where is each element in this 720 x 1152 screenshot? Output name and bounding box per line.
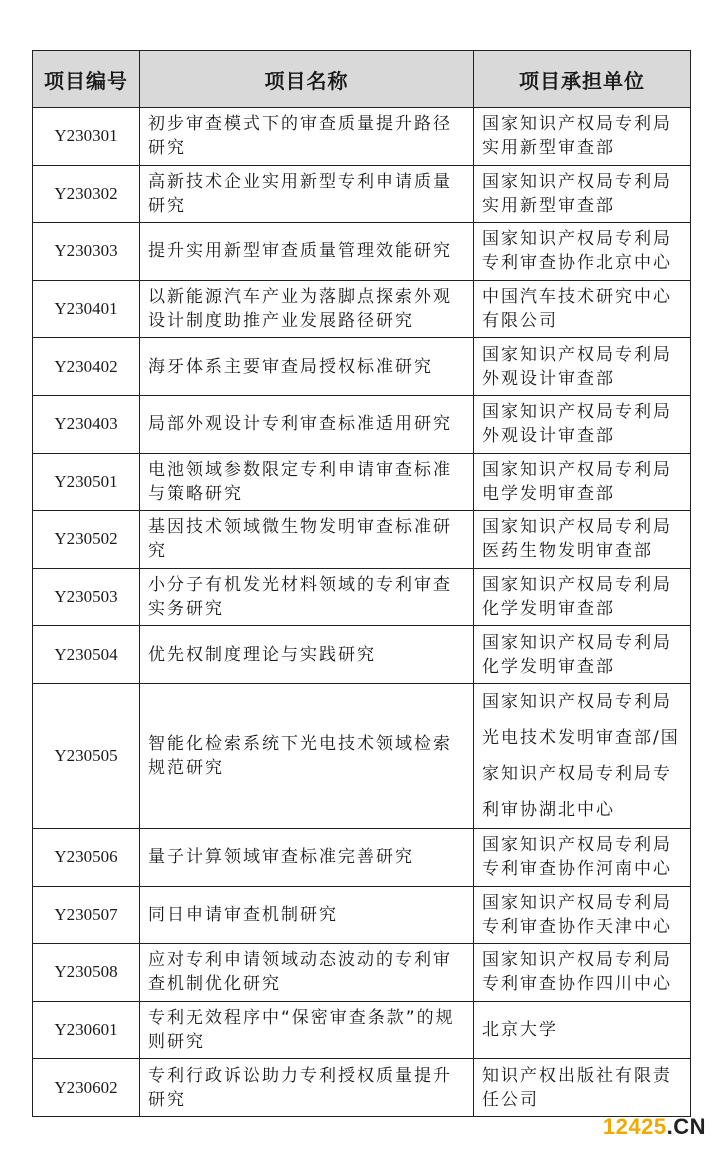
table-row bbox=[33, 828, 691, 886]
header-code: 项目编号 bbox=[33, 51, 140, 108]
project-code: Y230507 bbox=[33, 886, 140, 944]
project-code: Y230508 bbox=[33, 944, 140, 1002]
project-name: 小分子有机发光材料领域的专利审查实务研究 bbox=[140, 568, 474, 626]
table-row bbox=[33, 683, 691, 828]
project-code: Y230504 bbox=[33, 626, 140, 684]
project-unit: 国家知识产权局专利局化学发明审查部 bbox=[474, 626, 691, 684]
table-row bbox=[33, 165, 691, 223]
projects-table bbox=[32, 50, 691, 1117]
project-unit: 国家知识产权局专利局光电技术发明审查部/国家知识产权局专利局专利审协湖北中心 bbox=[474, 683, 691, 828]
header-unit: 项目承担单位 bbox=[474, 51, 691, 108]
project-code: Y230402 bbox=[33, 338, 140, 396]
table-row bbox=[33, 886, 691, 944]
project-unit: 国家知识产权局专利局化学发明审查部 bbox=[474, 568, 691, 626]
project-name: 以新能源汽车产业为落脚点探索外观设计制度助推产业发展路径研究 bbox=[140, 280, 474, 338]
project-name: 高新技术企业实用新型专利申请质量研究 bbox=[140, 165, 474, 223]
project-name: 专利行政诉讼助力专利授权质量提升研究 bbox=[140, 1059, 474, 1117]
project-name: 应对专利申请领域动态波动的专利审查机制优化研究 bbox=[140, 944, 474, 1002]
table-row bbox=[33, 223, 691, 281]
table-row bbox=[33, 511, 691, 569]
project-code: Y230501 bbox=[33, 453, 140, 511]
watermark-dot: . bbox=[666, 1114, 674, 1139]
project-unit: 中国汽车技术研究中心有限公司 bbox=[474, 280, 691, 338]
project-unit: 国家知识产权局专利局外观设计审查部 bbox=[474, 338, 691, 396]
watermark-number: 12425 bbox=[602, 1114, 667, 1139]
table-row bbox=[33, 1001, 691, 1059]
table-row bbox=[33, 944, 691, 1002]
project-name: 优先权制度理论与实践研究 bbox=[140, 626, 474, 684]
project-code: Y230303 bbox=[33, 223, 140, 281]
project-name: 局部外观设计专利审查标准适用研究 bbox=[140, 395, 474, 453]
project-name: 初步审查模式下的审查质量提升路径研究 bbox=[140, 108, 474, 166]
project-code: Y230601 bbox=[33, 1001, 140, 1059]
project-unit: 国家知识产权局专利局专利审查协作北京中心 bbox=[474, 223, 691, 281]
project-unit: 国家知识产权局专利局医药生物发明审查部 bbox=[474, 511, 691, 569]
project-name: 量子计算领域审查标准完善研究 bbox=[140, 828, 474, 886]
project-unit: 国家知识产权局专利局专利审查协作天津中心 bbox=[474, 886, 691, 944]
project-unit: 国家知识产权局专利局实用新型审查部 bbox=[474, 108, 691, 166]
project-code: Y230502 bbox=[33, 511, 140, 569]
table-row bbox=[33, 395, 691, 453]
project-unit: 国家知识产权局专利局电学发明审查部 bbox=[474, 453, 691, 511]
project-unit: 国家知识产权局专利局外观设计审查部 bbox=[474, 395, 691, 453]
table-row bbox=[33, 108, 691, 166]
project-name: 电池领域参数限定专利申请审查标准与策略研究 bbox=[140, 453, 474, 511]
project-code: Y230602 bbox=[33, 1059, 140, 1117]
project-code: Y230403 bbox=[33, 395, 140, 453]
project-name: 智能化检索系统下光电技术领域检索规范研究 bbox=[140, 683, 474, 828]
project-unit: 国家知识产权局专利局实用新型审查部 bbox=[474, 165, 691, 223]
project-name: 基因技术领域微生物发明审查标准研究 bbox=[140, 511, 474, 569]
project-name: 海牙体系主要审查局授权标准研究 bbox=[140, 338, 474, 396]
table-row bbox=[33, 626, 691, 684]
table-row bbox=[33, 280, 691, 338]
watermark-tld: CN bbox=[673, 1114, 706, 1139]
project-code: Y230503 bbox=[33, 568, 140, 626]
header-row bbox=[33, 51, 691, 108]
project-code: Y230506 bbox=[33, 828, 140, 886]
table-row bbox=[33, 1059, 691, 1117]
project-code: Y230401 bbox=[33, 280, 140, 338]
project-name: 专利无效程序中“保密审查条款”的规则研究 bbox=[140, 1001, 474, 1059]
project-unit: 知识产权出版社有限责任公司 bbox=[474, 1059, 691, 1117]
header-name: 项目名称 bbox=[140, 51, 474, 108]
project-name: 同日申请审查机制研究 bbox=[140, 886, 474, 944]
project-code: Y230505 bbox=[33, 683, 140, 828]
project-unit: 北京大学 bbox=[474, 1001, 691, 1059]
project-code: Y230301 bbox=[33, 108, 140, 166]
table-row bbox=[33, 453, 691, 511]
project-name: 提升实用新型审查质量管理效能研究 bbox=[140, 223, 474, 281]
project-unit: 国家知识产权局专利局专利审查协作四川中心 bbox=[474, 944, 691, 1002]
site-watermark bbox=[603, 1114, 706, 1140]
project-unit: 国家知识产权局专利局专利审查协作河南中心 bbox=[474, 828, 691, 886]
table-row bbox=[33, 338, 691, 396]
project-code: Y230302 bbox=[33, 165, 140, 223]
table-row bbox=[33, 568, 691, 626]
